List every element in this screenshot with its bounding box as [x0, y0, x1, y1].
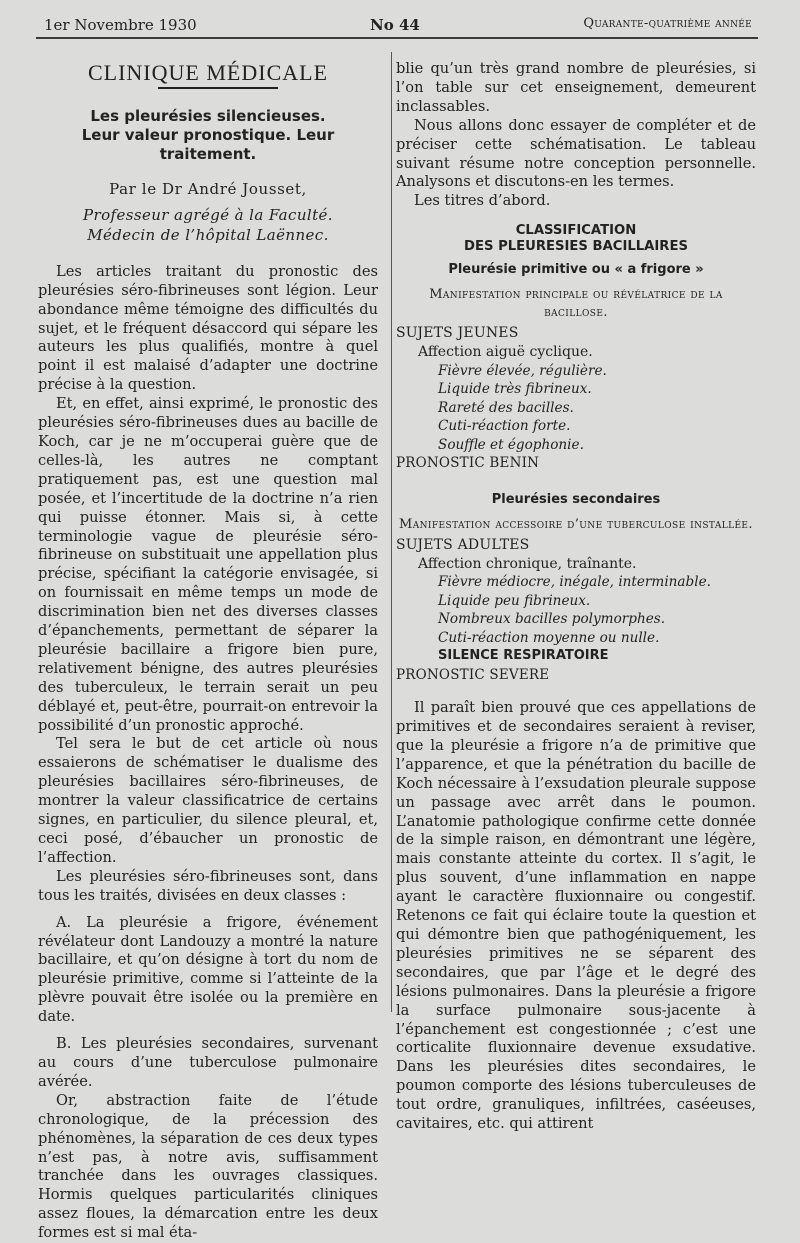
header-rule — [36, 37, 758, 39]
section-underline — [158, 87, 278, 89]
paragraph: Les articles traitant du pronostic des pleurésies séro-fibrineuses sont légion. Leur abondance même témoigne des difficultés du sujet, et le fréquent désaccord qui sépare les auteurs les plus qualifiés, montre à quel point il est malaisé d’adapter une doctrine précise à la question. — [38, 262, 378, 394]
symptom: Liquide très fibrineux. — [438, 381, 592, 398]
table-heading-line-1: CLASSIFICATION — [515, 223, 637, 239]
symptom: Fièvre élevée, régulière. — [438, 362, 607, 379]
prognosis-severe: PRONOSTIC SEVERE — [396, 667, 550, 684]
article-title-line-2: Leur valeur pronostique. Leur traitement. — [81, 125, 335, 163]
paragraph: Tel sera le but de cet article où nous essaierons de schématiser le dualisme des pleurésies bacillaires séro-fibrineuses, de montrer la valeur classificatrice de certains signes, en particulier, du silence pleural, et, ceci posé, d’ébaucher un pronostic de l’affection. — [38, 735, 378, 866]
symptom: Liquide peu fibrineux. — [438, 592, 591, 609]
right-column — [396, 60, 756, 1134]
paragraph-b: B. Les pleurésies secondaires, survenant au cours d’une tuberculose pulmonaire avérée. — [38, 1035, 378, 1090]
paragraph: Nous allons donc essayer de compléter et de préciser cette schématisation. Le tableau suivant résume notre conception personnelle. Analysons et discutons-en les termes. — [396, 116, 756, 191]
author-role-2: Médecin de l’hôpital Laënnec. — [87, 225, 329, 244]
symptom: Cuti-réaction forte. — [438, 418, 571, 435]
paragraph: Il paraît bien prouvé que ces appellations de primitives et de secondaires seraient à reviser, que la pleurésie a frigore n’a de primitive que l’apparence, et que la pénétration du bacille de Koch nécessaire à l’exsudation pleurale suppose un passage avec arrêt dans le poumon. L’anatomie pathologique confirme cette donnée de la simple raison, en démontrant une légère, mais constante atteinte du cortex. Il s’agit, le plus souvent, d’une inflammation en nappe ayant le caractère fluxionnaire ou congestif. Retenons ce fait qui éclaire toute la question et qui démontre bien que pathogéniquement, les pleurésies primitives ne se séparent des secondaires, que par l’âge et le degré des lésions pulmonaires. Dans la pleurésie a frigore la surface pulmonaire sous-jacente à l’épanchement est congestionnée ; c’est une corticalite fluxionnaire devenue exsudative. Dans les pleurésies dites secondaires, le poumon comporte des lésions tuberculeuses de tout ordre, granuliques, infiltrées, caséeuses, cavitaires, etc. qui attirent — [396, 699, 756, 1133]
symptom: Nombreux bacilles polymorphes. — [438, 611, 666, 628]
article-title-line-1: Les pleurésies silencieuses. — [90, 106, 326, 125]
paragraph: Et, en effet, ainsi exprimé, le pronostic des pleurésies séro-fibrineuses dues au bacille de Koch, car je ne m’occuperai guère que de celles-là, les autres ne comptant pratiquement pas, est une question mal posée, et l’incertitude de la doctrine n’a rien qui puisse étonner. Mais si, à cette terminologie vague de pleurésie séro-fibrineuse on substituait une appellation plus précise, spécifiant la catégorie envisagée, si on fournissait en même temps un mode de discrimination bien net des diverses classes d’épanchements, permettant de séparer la pleurésie bacillaire a frigore bien pure, relativement bénigne, des autres pleurésies des tuberculeux, le terrain serait un peu déblayé et, peut-être, pourrait-on entrevoir la possibilité d’un pronostic approché. — [38, 395, 378, 734]
spacer — [396, 685, 756, 699]
spacer — [38, 245, 378, 263]
section-heading: CLINIQUE MÉDICALE — [87, 60, 329, 85]
symptom: Cuti-réaction moyenne ou nulle. — [438, 629, 660, 646]
primitive-manifestation: Manifestation principale ou révélatrice de la bacillose. — [429, 287, 723, 321]
subjects-adult: SUJETS ADULTES — [396, 536, 530, 553]
symptom: Rareté des bacilles. — [438, 399, 574, 416]
page-header — [0, 0, 800, 40]
paragraph: blie qu’un très grand nombre de pleurésies, si l’on table sur cet enseignement, demeurent inclassables. — [396, 60, 756, 115]
table-heading — [396, 223, 756, 255]
left-column — [38, 60, 378, 1243]
paragraph: Or, abstraction faite de l’étude chronologique, de la précession des phénomènes, la séparation de ces deux types n’est pas, à notre avis, suffisamment tranchée dans les ouvrages classiques. Hormis quelques particularités cliniques assez floues, la démarcation entre les deux formes est si mal éta- — [38, 1091, 378, 1242]
paragraph: Les pleurésies séro-fibrineuses sont, dans tous les traités, divisées en deux classes : — [38, 867, 378, 904]
primitive-heading: Pleurésie primitive ou « a frigore » — [448, 262, 704, 278]
issue-number: No 44 — [370, 16, 420, 34]
subjects-young: SUJETS JEUNES — [396, 325, 519, 342]
paragraph-a: A. La pleurésie a frigore, événement révélateur dont Landouzy a montré la nature bacillaire, et qu’on désigne à tort du nom de pleurésie primitive, comme si l’atteinte de la plèvre pouvait être isolée ou la première en date. — [38, 913, 378, 1026]
respiratory-silence: SILENCE RESPIRATOIRE — [438, 648, 609, 664]
author-role-1: Professeur agrégé à la Faculté. — [83, 205, 333, 224]
paragraph: Les titres d’abord. — [414, 192, 551, 210]
table-heading-line-2: DES PLEURESIES BACILLAIRES — [464, 239, 688, 255]
column-divider — [391, 52, 392, 1012]
spacer — [396, 473, 756, 487]
secondary-manifestation: Manifestation accessoire d’une tuberculose installée. — [399, 516, 753, 532]
adult-affection: Affection chronique, traînante. — [418, 555, 637, 572]
author-line: Par le Dr André Jousset, — [109, 179, 307, 198]
issue-date: 1er Novembre 1930 — [44, 16, 197, 34]
symptom: Fièvre médiocre, inégale, interminable. — [438, 574, 711, 591]
volume-year: Quarante-quatrième année — [583, 16, 752, 31]
secondary-heading: Pleurésies secondaires — [491, 491, 661, 507]
prognosis-benign: PRONOSTIC BENIN — [396, 455, 540, 472]
symptom: Souffle et égophonie. — [438, 436, 584, 453]
young-affection: Affection aiguë cyclique. — [418, 344, 593, 361]
